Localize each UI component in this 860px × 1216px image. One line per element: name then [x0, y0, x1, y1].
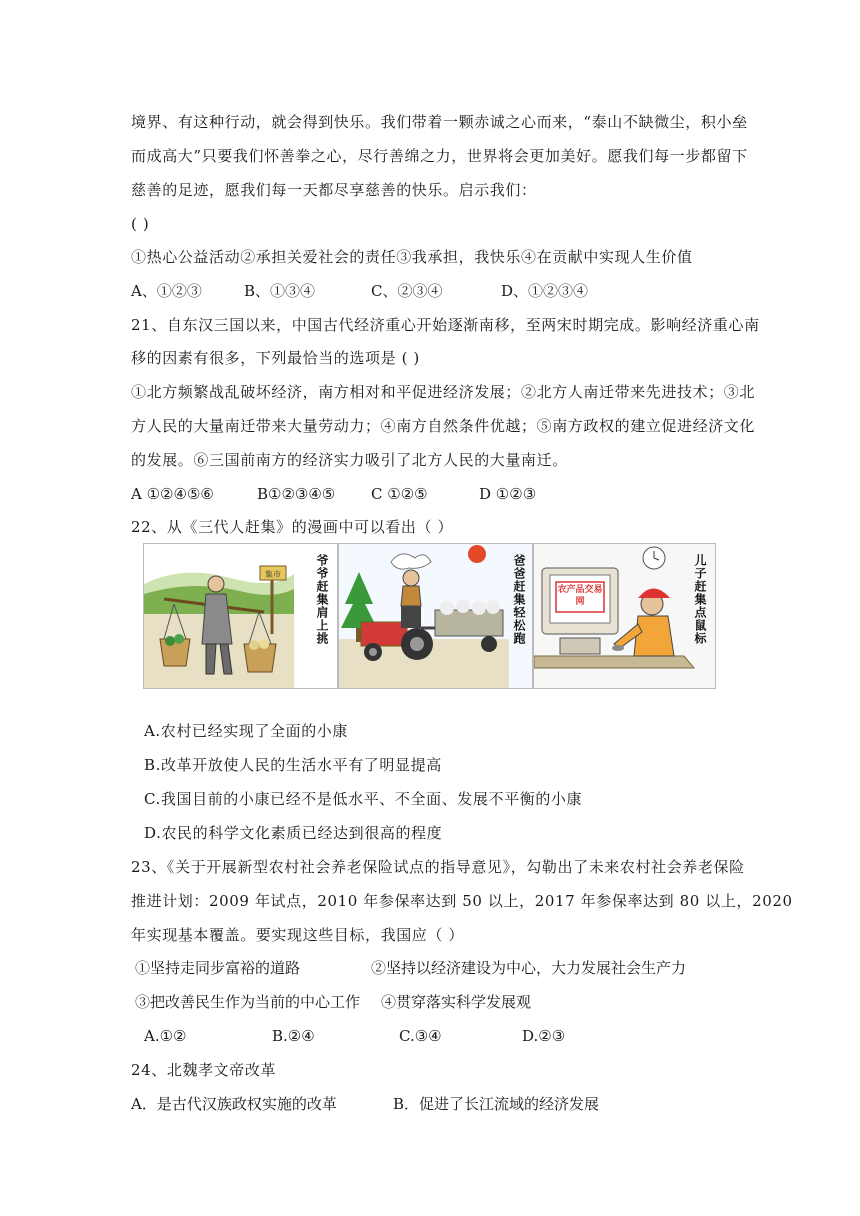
son-illustration: [534, 544, 716, 689]
q20-option-b: B、①③④: [244, 282, 316, 300]
q22-option-b: B.改革开放使人民的生活水平有了明显提高: [144, 756, 442, 774]
q20-items: ①热心公益活动②承担关爱社会的责任③我承担，我快乐④在贡献中实现人生价值: [131, 248, 693, 266]
panel3-caption: 儿子赶集点鼠标: [693, 554, 707, 645]
q20-option-c: C、②③④: [371, 282, 443, 300]
q21-stem-line-2: 移的因素有很多，下列最恰当的选项是 ( ): [131, 349, 420, 367]
q21-option-d: D ①②③: [479, 485, 537, 503]
q24-option-b: B．促进了长江流域的经济发展: [393, 1095, 600, 1113]
q21-option-a: A ①②④⑤⑥: [131, 485, 214, 503]
q20-text-line-3: 慈善的足迹，愿我们每一天都尽享慈善的快乐。启示我们：: [131, 181, 537, 199]
q23-options: [144, 1026, 565, 1046]
panel1-sign-text: 集市: [265, 570, 281, 579]
q22-stem: 22、从《三代人赶集》的漫画中可以看出（ ）: [131, 518, 454, 536]
q21-option-b: B①②③④⑤: [257, 485, 336, 503]
q23-item-1: ①坚持走同步富裕的道路: [135, 959, 301, 977]
q22-option-a: A.农村已经实现了全面的小康: [144, 722, 349, 740]
q23-option-a: A.①②: [144, 1027, 187, 1045]
q23-option-c: C.③④: [399, 1027, 442, 1045]
q21-option-c: C ①②⑤: [371, 485, 428, 503]
panel1-caption: 爷爷赶集肩上挑: [315, 554, 329, 645]
comic-panel-son: [533, 543, 716, 689]
q22-option-d: D.农民的科学文化素质已经达到很高的程度: [144, 824, 443, 842]
three-generations-comic: [143, 543, 716, 689]
grandfather-illustration: [144, 544, 338, 689]
panel2-caption: 爸爸赶集轻松跑: [512, 554, 526, 645]
q23-stem-line-1: 23、《关于开展新型农村社会养老保险试点的指导意见》，勾勒出了未来农村社会养老保险: [131, 858, 745, 876]
q21-stem-line-1: 21、自东汉三国以来，中国古代经济重心开始逐渐南移，至两宋时期完成。影响经济重心南: [131, 316, 760, 334]
q21-items-line-2: 方人民的大量南迁带来大量劳动力；④南方自然条件优越；⑤南方政权的建立促进经济文化: [131, 417, 756, 435]
panel3-screen-text: 农产品交易网: [557, 585, 603, 607]
q24-option-a: A．是古代汉族政权实施的改革: [131, 1095, 337, 1113]
q20-text-line-2: 而成高大”只要我们怀善拳之心，尽行善绵之力，世界将会更加美好。愿我们每一步都留下: [131, 147, 748, 165]
q20-answer-paren: ( ): [131, 215, 150, 233]
q23-items-row-2: [135, 992, 531, 1012]
q20-options: [131, 281, 588, 301]
q23-item-3: ③把改善民生作为当前的中心工作: [135, 993, 361, 1011]
q20-option-a: A、①②③: [131, 282, 202, 300]
q24-options: [131, 1094, 599, 1114]
q23-item-4: ④贯穿落实科学发展观: [381, 993, 532, 1011]
q24-stem: 24、北魏孝文帝改革: [131, 1061, 277, 1079]
q22-option-c: C.我国目前的小康已经不是低水平、不全面、发展不平衡的小康: [144, 790, 583, 808]
q23-item-2: ②坚持以经济建设为中心，大力发展社会生产力: [371, 959, 687, 977]
q23-option-d: D.②③: [522, 1027, 566, 1045]
q23-items-row-1: [135, 958, 686, 978]
q23-stem-line-3: 年实现基本覆盖。要实现这些目标，我国应（ ）: [131, 926, 464, 944]
q21-options: [131, 484, 536, 504]
q23-stem-line-2: 推进计划：2009 年试点，2010 年参保率达到 50 以上，2017 年参保率达到 80 以上，2020: [131, 892, 793, 910]
q21-items-line-3: 的发展。⑥三国前南方的经济实力吸引了北方人民的大量南迁。: [131, 451, 568, 469]
comic-panel-grandfather: [143, 543, 338, 689]
father-illustration: [339, 544, 533, 689]
comic-panel-father: [338, 543, 533, 689]
q23-option-b: B.②④: [272, 1027, 315, 1045]
q20-text-line-1: 境界、有这种行动，就会得到快乐。我们带着一颗赤诚之心而来，“泰山不缺微尘，积小垒: [131, 113, 748, 131]
q20-option-d: D、①②③④: [501, 282, 589, 300]
q21-items-line-1: ①北方频繁战乱破坏经济，南方相对和平促进经济发展；②北方人南迁带来先进技术；③北: [131, 383, 756, 401]
